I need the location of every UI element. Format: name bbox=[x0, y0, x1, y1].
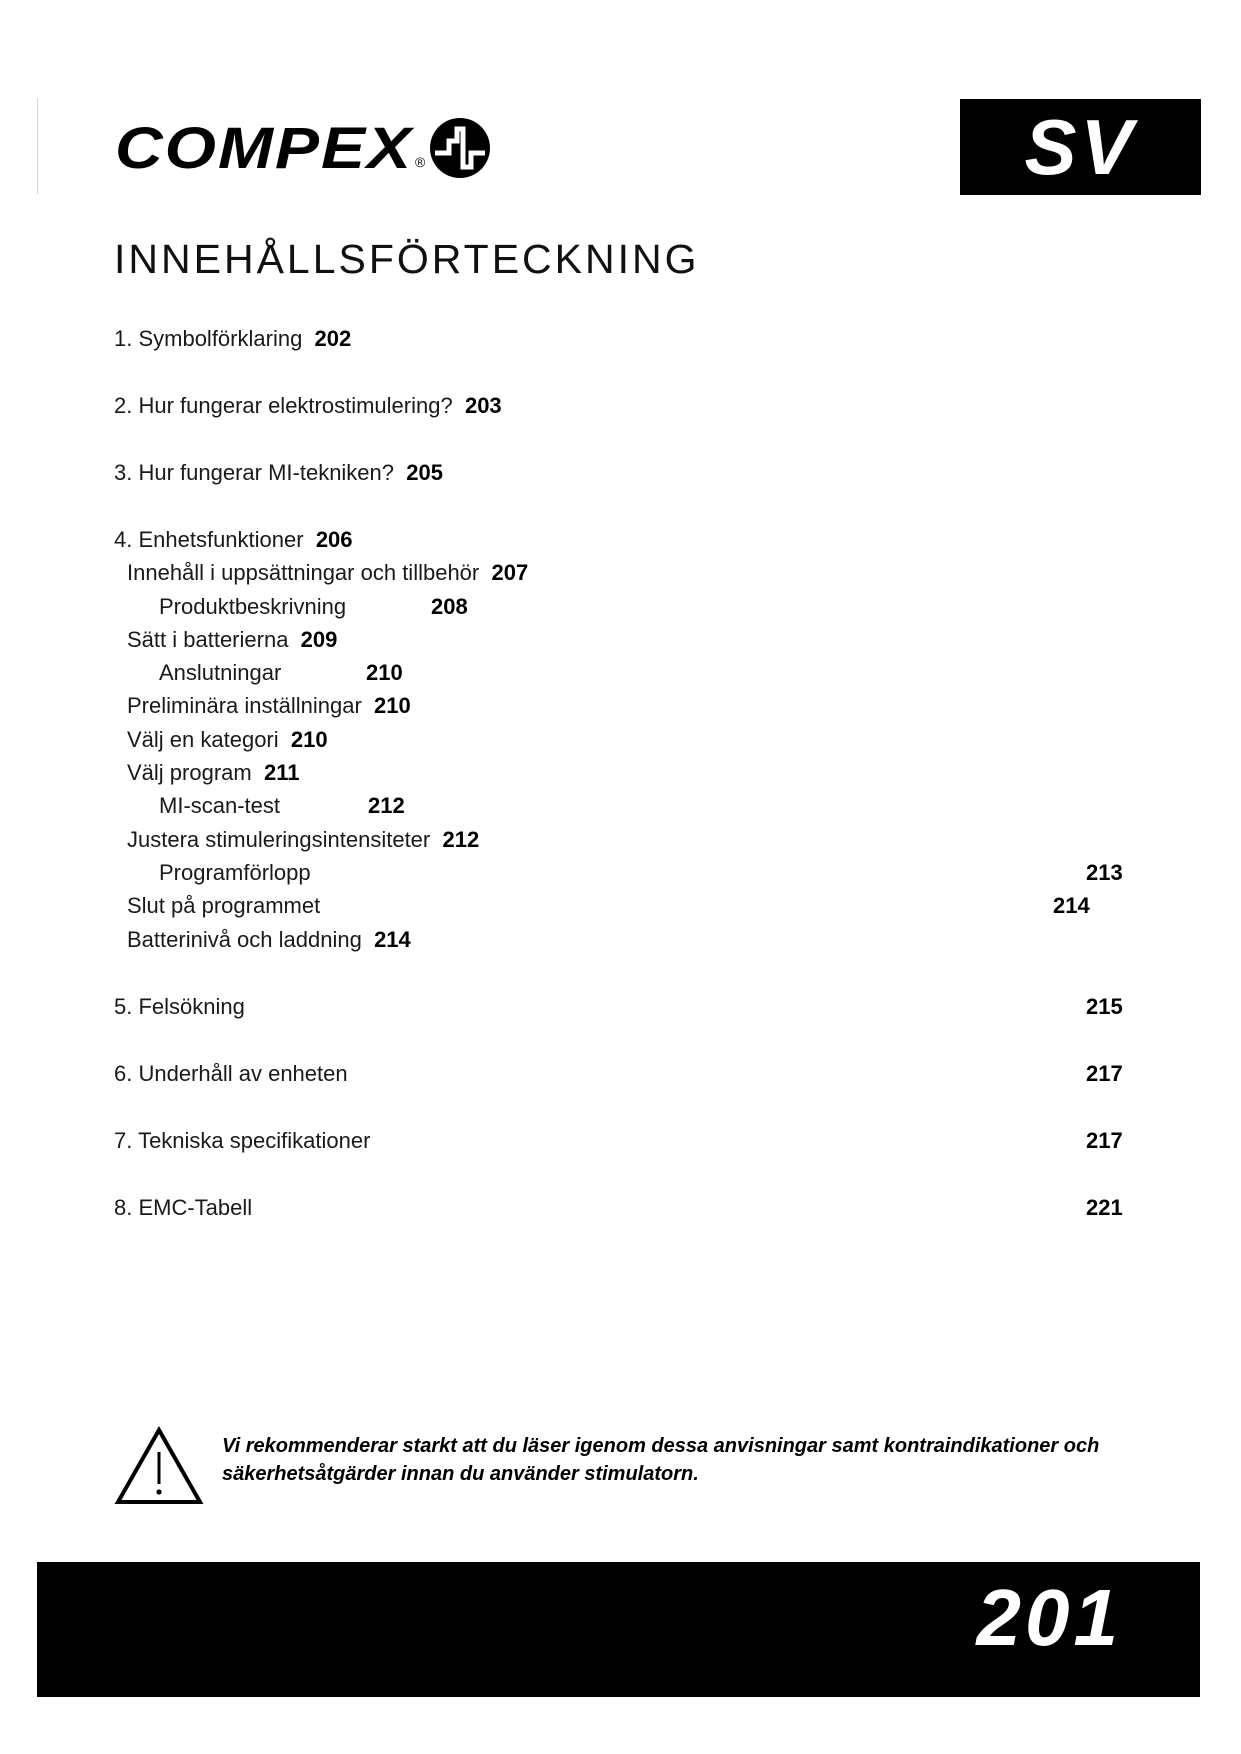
page-title: INNEHÅLLSFÖRTECKNING bbox=[114, 236, 700, 282]
toc-item-mi-technique[interactable] bbox=[114, 459, 443, 487]
toc-page: 214 bbox=[1053, 893, 1090, 918]
toc-label: 2. Hur fungerar elektrostimulering? bbox=[114, 393, 453, 418]
warning-triangle-icon bbox=[114, 1426, 204, 1506]
toc-item-kit-contents[interactable] bbox=[127, 559, 528, 587]
page-number: 201 bbox=[976, 1573, 1122, 1662]
toc-page: 221 bbox=[1086, 1195, 1123, 1220]
toc-label: Batterinivå och laddning bbox=[127, 927, 362, 952]
brand-name: COMPEX bbox=[115, 115, 414, 181]
toc-item-adjust-intensity[interactable] bbox=[127, 826, 479, 854]
toc-item-program-progress[interactable] bbox=[159, 859, 311, 887]
margin-rule bbox=[37, 98, 38, 194]
toc-page: 206 bbox=[315, 527, 353, 552]
toc-label: MI-scan-test bbox=[159, 793, 281, 818]
toc-label: Programförlopp bbox=[159, 860, 311, 885]
toc-label: 5. Felsökning bbox=[114, 994, 245, 1019]
toc-label: 3. Hur fungerar MI-tekniken? bbox=[114, 460, 395, 485]
toc-item-emc-table[interactable] bbox=[114, 1194, 252, 1222]
compex-logo bbox=[115, 112, 491, 184]
toc-label: Innehåll i uppsättningar och tillbehör bbox=[127, 560, 480, 585]
toc-label: 1. Symbolförklaring bbox=[114, 326, 303, 351]
toc-item-battery-level[interactable] bbox=[127, 926, 411, 954]
toc-item-choose-program[interactable] bbox=[127, 759, 299, 787]
toc-page: 210 bbox=[366, 660, 403, 685]
language-badge: SV bbox=[960, 99, 1201, 195]
toc-item-program-end[interactable] bbox=[127, 892, 320, 920]
toc-page: 209 bbox=[300, 627, 338, 652]
toc-item-device-functions[interactable] bbox=[114, 526, 353, 554]
toc-page: 217 bbox=[1086, 1128, 1123, 1153]
warning-text: Vi rekommenderar starkt att du läser igenom dessa anvisningar samt kontraindikationer och säkerhetsåtgärder innan du använder stimulatorn. bbox=[222, 1435, 1100, 1485]
toc-item-maintenance[interactable] bbox=[114, 1060, 348, 1088]
toc-page: 205 bbox=[406, 460, 443, 485]
toc-item-symbols[interactable] bbox=[114, 325, 351, 353]
toc-item-mi-scan-test[interactable] bbox=[159, 792, 280, 820]
toc-label: 6. Underhåll av enheten bbox=[114, 1061, 348, 1086]
toc-label: Välj en kategori bbox=[127, 727, 279, 752]
toc-page: 215 bbox=[1086, 994, 1123, 1019]
toc-page: 208 bbox=[431, 594, 468, 619]
toc-label: Välj program bbox=[127, 760, 252, 785]
toc-label: Justera stimuleringsintensiteter bbox=[127, 827, 431, 852]
toc-page: 214 bbox=[374, 927, 411, 952]
toc-label: 7. Tekniska specifikationer bbox=[114, 1128, 371, 1153]
toc-label: Preliminära inställningar bbox=[127, 693, 362, 718]
toc-page: 213 bbox=[1086, 860, 1123, 885]
footer-bar bbox=[37, 1562, 1200, 1697]
toc-page: 207 bbox=[491, 560, 529, 585]
toc-page: 202 bbox=[314, 326, 352, 351]
toc-label: 4. Enhetsfunktioner bbox=[114, 527, 304, 552]
warning-notice bbox=[114, 1424, 1124, 1514]
toc-item-connections[interactable] bbox=[159, 659, 281, 687]
toc-item-electrostimulation[interactable] bbox=[114, 392, 502, 420]
toc-label: Sätt i batterierna bbox=[127, 627, 289, 652]
compex-pulse-icon bbox=[429, 117, 491, 179]
toc-label: 8. EMC-Tabell bbox=[114, 1195, 253, 1220]
toc-item-troubleshooting[interactable] bbox=[114, 993, 245, 1021]
registered-mark: ® bbox=[415, 154, 426, 170]
toc-page: 211 bbox=[263, 760, 300, 785]
toc-item-choose-category[interactable] bbox=[127, 726, 328, 754]
toc-item-preliminary-settings[interactable] bbox=[127, 692, 411, 720]
toc-page: 212 bbox=[368, 793, 405, 818]
toc-label: Anslutningar bbox=[159, 660, 282, 685]
toc-page: 203 bbox=[464, 393, 502, 418]
toc-item-technical-specs[interactable] bbox=[114, 1127, 370, 1155]
toc-item-product-description[interactable] bbox=[159, 593, 346, 621]
toc-page: 210 bbox=[290, 727, 328, 752]
toc-page: 212 bbox=[442, 827, 480, 852]
toc-page: 210 bbox=[374, 693, 411, 718]
toc-label: Produktbeskrivning bbox=[159, 594, 347, 619]
toc-label: Slut på programmet bbox=[127, 893, 321, 918]
toc-page: 217 bbox=[1086, 1061, 1123, 1086]
toc-item-insert-batteries[interactable] bbox=[127, 626, 337, 654]
